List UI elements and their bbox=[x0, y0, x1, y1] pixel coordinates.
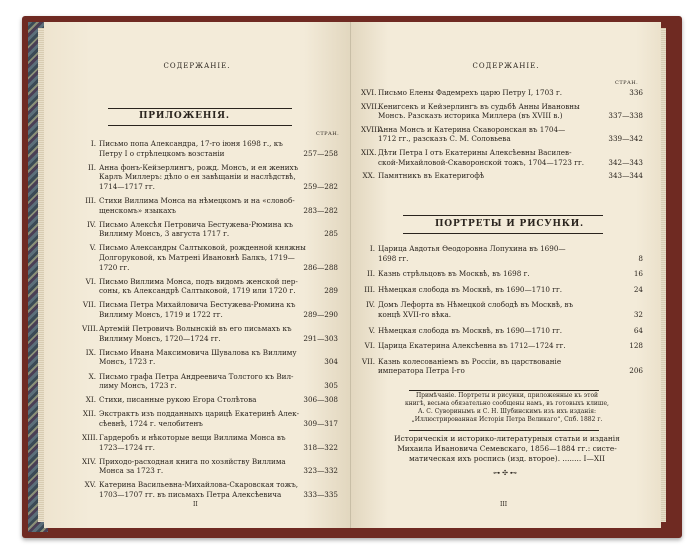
page-column-head: СТРАН. bbox=[316, 131, 340, 137]
entry-page: 289 bbox=[324, 286, 338, 296]
entry-text-line: Письмо графа Петра Андреевича Толстого къ Вил- bbox=[99, 371, 294, 381]
entry-text-line: Виллиму Монсъ, 1720—1724 гг. bbox=[99, 333, 221, 343]
entry-page: 291—303 bbox=[303, 333, 338, 343]
left-page bbox=[44, 22, 351, 528]
entry-page: 323—332 bbox=[303, 466, 338, 476]
entry-text-line: Долгоруковой, къ Матрені Ивановнѣ Балкъ, 1719— bbox=[99, 252, 295, 262]
divider bbox=[403, 215, 603, 216]
entry-page: 309—317 bbox=[303, 418, 338, 428]
entry-text-line: Нѣмецкая слобода въ Москвѣ, въ 1690—1710 гг. bbox=[378, 325, 563, 335]
entry-page: 318—322 bbox=[303, 442, 338, 452]
entry-page: 306—308 bbox=[303, 395, 338, 405]
entry-text-line: Катерина Васильевна-Михайлова-Скаровская тожъ, bbox=[99, 480, 299, 490]
right-page bbox=[351, 22, 661, 528]
entry-page: 64 bbox=[633, 325, 643, 335]
entry-text-line: Петру I о стрѣлецкомъ возстаніи bbox=[99, 148, 225, 158]
entry-number: XVI. bbox=[361, 88, 377, 97]
entry-number: V. bbox=[89, 243, 96, 253]
entry-number: IV. bbox=[86, 219, 96, 229]
entry-text-line: Приходо-расходная книга по хозяйству Виллима bbox=[99, 456, 286, 466]
entry-text-line: концѣ XVII-го вѣка. bbox=[378, 309, 452, 319]
entry-text-line: щенскомъ» языкахъ bbox=[99, 205, 176, 215]
divider bbox=[108, 108, 292, 109]
biblio-line: Михаила Ивановича Семевскаго, 1856—1884 гг.: систе- bbox=[397, 444, 617, 453]
entry-text-line: 1714—1717 гг. bbox=[99, 181, 155, 191]
entry-page: 128 bbox=[629, 341, 643, 351]
note-line: „Иллюстрированная Исторія Петра Великаго“, Спб. 1882 г. bbox=[411, 416, 603, 423]
entry-number: XIX. bbox=[361, 148, 377, 157]
entry-number: III. bbox=[364, 284, 375, 294]
entry-page: 32 bbox=[633, 309, 643, 319]
entry-text-line: Памятникъ въ Екатеригофѣ bbox=[378, 171, 485, 181]
entry-text-line: соны, къ Александрѣ Салтыковой, 1719 или 1720 г. bbox=[99, 286, 296, 296]
entry-number: IV. bbox=[365, 300, 375, 310]
entry-text-line: Письмо Александры Салтыковой, рожденной княжны bbox=[99, 243, 306, 253]
entry-text-line: 1712 гг., разсказъ С. М. Соловьева bbox=[378, 134, 511, 144]
page-column-head: СТРАН. bbox=[615, 80, 639, 86]
entry-text-line: 1703—1707 гг. въ письмахъ Петра Алексѣевича bbox=[99, 489, 282, 499]
entry-page: 286—288 bbox=[303, 262, 338, 272]
entry-page: 339—342 bbox=[608, 134, 643, 144]
entry-number: XVII. bbox=[361, 101, 380, 111]
entry-text-line: Стихи Виллима Монса на нѣмецкомъ и на «словоб- bbox=[99, 196, 295, 205]
entry-page: 336 bbox=[629, 88, 643, 97]
entry-text-line: императора Петра I-го bbox=[378, 366, 465, 376]
section-title: ПРИЛОЖЕНІЯ. bbox=[139, 111, 230, 121]
entry-text-line: Царица Екатерина Алексѣевна въ 1712—1724 гг. bbox=[378, 341, 566, 351]
entry-text-line: Письма Петра Михайловича Бестужева-Рюмина къ bbox=[99, 300, 296, 310]
entry-text-line: Виллиму Монсъ, 3 августа 1717 г. bbox=[99, 229, 230, 239]
biblio-line: матическая ихъ роспись (изд. второе). ........ I—XII bbox=[409, 454, 605, 463]
entry-page: 342—343 bbox=[608, 157, 643, 167]
entry-number: VI. bbox=[85, 276, 96, 286]
entry-page: 289—290 bbox=[303, 309, 338, 319]
entry-text-line: Казнь стрѣльцовъ въ Москвѣ, въ 1698 г. bbox=[378, 269, 530, 279]
entry-number: I. bbox=[90, 139, 96, 148]
entry-text-line: Письмо Елены Фадемрехъ царю Петру I, 1703 г. bbox=[378, 88, 563, 97]
entry-number: XIII. bbox=[82, 433, 98, 442]
entry-text-line: Анна фонъ-Кейзерлингъ, рожд. Монсъ, и ея женихъ bbox=[99, 162, 299, 172]
entry-text-line: Нѣмецкая слобода въ Москвѣ, въ 1690—1710 гг. bbox=[378, 284, 563, 294]
entry-text-line: Кенигсекъ и Кейзерлингъ въ судьбѣ Анны Ивановны bbox=[378, 101, 580, 111]
entry-number: XII. bbox=[82, 409, 96, 419]
entry-number: II. bbox=[88, 162, 96, 172]
entry-page: 283—282 bbox=[303, 205, 338, 215]
ornament: ⊶✣⊷ bbox=[493, 469, 519, 477]
entry-text-line: Экстрактъ изъ подданныхъ царицѣ Екатеринѣ Алек- bbox=[99, 409, 300, 419]
page-header: СОДЕРЖАНІЕ. bbox=[163, 62, 231, 70]
entry-page: 305 bbox=[324, 381, 338, 391]
entry-text-line: сѣевнѣ, 1724 г. челобитенъ bbox=[99, 418, 203, 428]
entry-text-line: ской-Михайловой-Скаворонской тожъ, 1704—1723 гг. bbox=[378, 157, 585, 167]
entry-text-line: 1723—1724 гг. bbox=[99, 442, 155, 452]
entry-number: VI. bbox=[364, 341, 375, 351]
entry-text-line: Царица Авдотья Ѳеодоровна Лопухина въ 1690— bbox=[378, 244, 566, 253]
entry-text-line: Письмо Ивана Максимовича Шувалова къ Виллиму bbox=[99, 347, 297, 357]
entry-page: 24 bbox=[633, 284, 643, 294]
page-header: СОДЕРЖАНІЕ. bbox=[472, 62, 540, 70]
note-line: А. С. Суворинымъ и С. Н. Шубинскимъ изъ ихъ изданія: bbox=[417, 408, 597, 415]
entry-page: 16 bbox=[633, 269, 643, 279]
entry-number: VII. bbox=[361, 356, 375, 366]
entry-text-line: 1698 гг. bbox=[378, 253, 409, 263]
entry-page: 257—258 bbox=[303, 148, 338, 158]
entry-number: XIV. bbox=[82, 456, 97, 466]
note-line: книгѣ, весьма обязательно сообщены намъ, въ готовыхъ клише, bbox=[405, 400, 609, 407]
section-title: ПОРТРЕТЫ И РИСУНКИ. bbox=[435, 219, 584, 229]
entry-text-line: Стихи, писанные рукою Егора Столѣтова bbox=[99, 395, 257, 405]
entry-text-line: Монсъ, 1723 г. bbox=[99, 357, 156, 367]
note bbox=[369, 392, 645, 424]
entry-page: 333—335 bbox=[303, 489, 338, 499]
entry-text-line: Гардеробъ и нѣкоторые вещи Виллима Монса въ bbox=[99, 433, 286, 442]
entry-number: V. bbox=[368, 325, 375, 335]
entry-page: 8 bbox=[638, 253, 643, 263]
entry-number: X. bbox=[88, 371, 96, 381]
entry-number: XV. bbox=[84, 480, 96, 490]
entry-number: III. bbox=[85, 196, 96, 205]
biblio-line: Историческія и историко-литературныя статьи и изданія bbox=[394, 434, 620, 443]
note-line: Примѣчаніе. Портреты и рисунки, приложенные къ этой bbox=[415, 392, 599, 399]
entry-page: 337—338 bbox=[608, 111, 643, 121]
entry-page: 343—344 bbox=[608, 171, 643, 181]
entry-text-line: лиму Монсъ, 1723 г. bbox=[99, 381, 177, 391]
entry-number: VIII. bbox=[82, 324, 98, 334]
entry-page: 304 bbox=[324, 357, 338, 367]
entry-text-line: Домъ Лефорта въ Нѣмецкой слободѣ въ Москвѣ, въ bbox=[378, 300, 574, 310]
entry-number: II. bbox=[367, 269, 375, 279]
entry-page: 206 bbox=[629, 366, 643, 376]
divider bbox=[409, 390, 599, 391]
entry-page: 285 bbox=[324, 229, 338, 239]
entry-number: XX. bbox=[362, 171, 375, 181]
entry-text-line: Виллиму Монсъ, 1719 и 1722 гг. bbox=[99, 309, 223, 319]
entry-text-line: 1720 гг. bbox=[99, 262, 130, 272]
entry-text-line: Казнь колесованіемъ въ Россіи, въ царствованіе bbox=[378, 356, 562, 366]
entry-text-line: Дѣти Петра I отъ Екатерины Алексѣевны Василев- bbox=[378, 148, 572, 157]
divider bbox=[108, 125, 292, 126]
page-number: III bbox=[500, 501, 508, 508]
entry-number: I. bbox=[369, 244, 375, 253]
entry-text-line: Анна Монсъ и Катерина Скаворонская въ 1704— bbox=[378, 124, 566, 134]
divider bbox=[403, 233, 603, 234]
divider bbox=[409, 430, 599, 431]
entry-text-line: Карлъ Миллеръ: дѣло о ея завѣщаніи и наслѣдствѣ, bbox=[99, 172, 296, 182]
entry-number: VII. bbox=[82, 300, 96, 310]
entry-number: XI. bbox=[85, 395, 96, 405]
entry-text-line: Письмо Виллима Монса, подъ видомъ женской пер- bbox=[99, 276, 298, 286]
entry-text-line: Монса за 1723 г. bbox=[99, 466, 164, 476]
entry-number: XVIII. bbox=[361, 124, 383, 134]
entry-text-line: Артемій Петровичъ Волынскій въ его письмахъ къ bbox=[99, 324, 292, 334]
entry-text-line: Письмо Алексѣя Петровича Бестужева-Рюмина къ bbox=[99, 219, 294, 229]
biblio-page: I—XII bbox=[583, 454, 605, 463]
entry-page: 259—282 bbox=[303, 181, 338, 191]
entry-text-line: Монсъ. Разсказъ историка Миллера (въ XVIII в.) bbox=[378, 111, 563, 121]
bibliography-entry bbox=[361, 434, 653, 464]
entry-text-line: Письмо попа Александра, 17-го іюня 1698 г., къ bbox=[99, 139, 283, 148]
page-number: II bbox=[193, 501, 198, 508]
entry-number: IX. bbox=[85, 347, 96, 357]
